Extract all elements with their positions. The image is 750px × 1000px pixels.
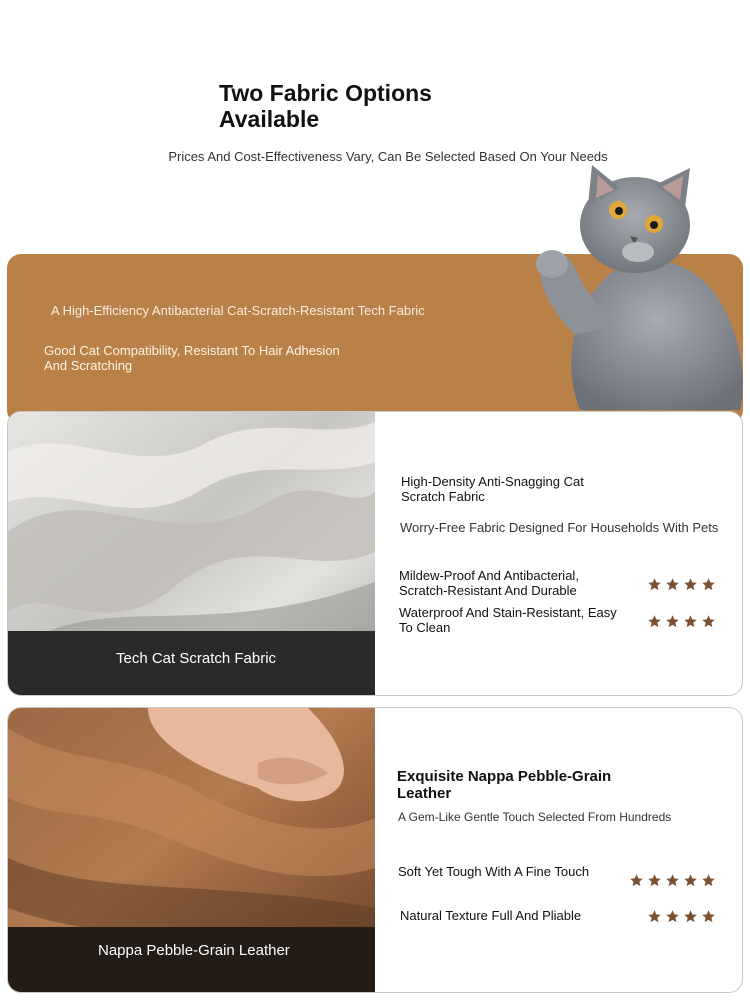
star-icon (665, 873, 680, 888)
leather-caption: Nappa Pebble-Grain Leather (8, 927, 375, 992)
tech-fabric-photo (8, 412, 375, 695)
tech-feature-2: Waterproof And Stain-Resistant, Easy To Clean (399, 605, 617, 635)
star-icon (665, 614, 680, 629)
star-icon (701, 873, 716, 888)
banner-title: A High-Efficiency Antibacterial Cat-Scratch-Resistant Tech Fabric (51, 303, 425, 318)
leather-photo (8, 708, 375, 992)
star-icon (665, 909, 680, 924)
star-icon (665, 577, 680, 592)
banner-subtitle: Good Cat Compatibility, Resistant To Hair Adhesion And Scratching (44, 343, 340, 373)
star-icon (683, 909, 698, 924)
tech-fabric-caption: Tech Cat Scratch Fabric (8, 631, 375, 695)
star-icon (683, 577, 698, 592)
tech-feature-1: Mildew-Proof And Antibacterial, Scratch-Resistant And Durable (399, 568, 579, 598)
leather-feature-1: Soft Yet Tough With A Fine Touch (398, 864, 590, 879)
cat-illustration (520, 160, 750, 415)
leather-feature-2-rating (647, 909, 716, 924)
star-icon (701, 909, 716, 924)
star-icon (683, 873, 698, 888)
star-icon (647, 614, 662, 629)
leather-subtitle: A Gem-Like Gentle Touch Selected From Hundreds (398, 810, 672, 824)
star-icon (701, 577, 716, 592)
star-icon (629, 873, 644, 888)
star-icon (647, 909, 662, 924)
star-icon (701, 614, 716, 629)
fabric-card-tech (7, 411, 743, 696)
star-icon (647, 873, 662, 888)
leather-feature-2: Natural Texture Full And Pliable (400, 908, 582, 923)
star-icon (647, 577, 662, 592)
leather-feature-1-rating (629, 873, 716, 888)
tech-fabric-title: High-Density Anti-Snagging Cat Scratch Fabric (401, 474, 584, 504)
tech-feature-1-rating (647, 577, 716, 592)
tech-feature-2-rating (647, 614, 716, 629)
star-icon (683, 614, 698, 629)
page-subtitle: Prices And Cost-Effectiveness Vary, Can Be Selected Based On Your Needs (168, 149, 608, 164)
page-title: Two Fabric Options Available (219, 80, 432, 132)
fabric-card-leather (7, 707, 743, 993)
leather-title: Exquisite Nappa Pebble-Grain Leather (397, 768, 612, 802)
tech-fabric-subtitle: Worry-Free Fabric Designed For Households With Pets (400, 520, 719, 535)
